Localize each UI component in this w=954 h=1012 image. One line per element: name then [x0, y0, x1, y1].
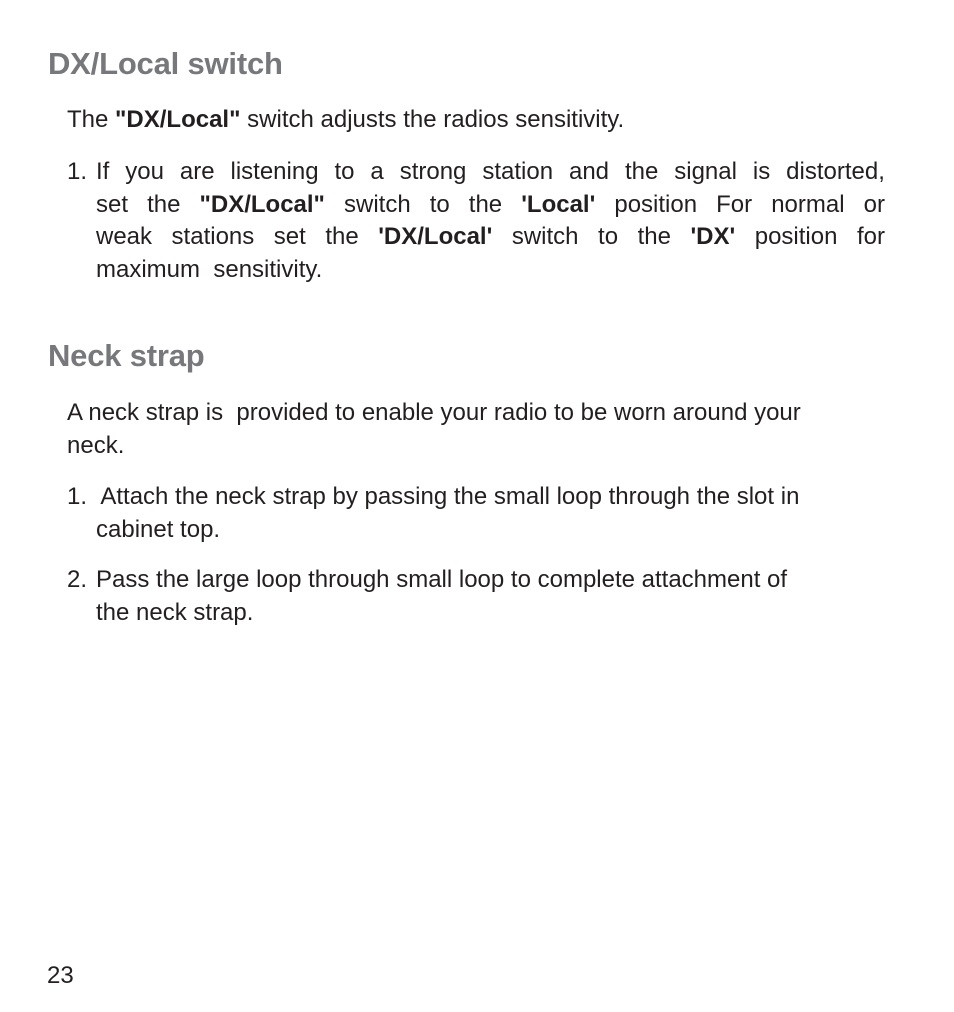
item-line-2: cabinet top.	[96, 515, 221, 543]
word: the	[624, 158, 659, 185]
intro-text-end: switch adjusts the radios sensitivity.	[240, 106, 625, 133]
list-item-body	[96, 564, 885, 629]
item-line-2	[96, 189, 885, 222]
word: signal	[674, 158, 737, 185]
section-heading-neck-strap: Neck strap	[48, 338, 205, 373]
word: station	[482, 158, 554, 185]
word: or	[863, 190, 885, 218]
word: normal	[771, 190, 845, 218]
list-item-number: 2.	[67, 566, 88, 593]
word: For	[716, 190, 753, 218]
neck-strap-intro-paragraph	[67, 397, 885, 462]
word: position	[754, 223, 838, 250]
word: for	[856, 223, 885, 250]
word: the	[468, 190, 503, 218]
item-line-1	[96, 156, 885, 189]
bold-term: 'DX'	[690, 223, 736, 250]
section-heading-dx-local-switch: DX/Local switch	[48, 46, 283, 81]
word: are	[179, 158, 215, 185]
word: set	[273, 223, 306, 250]
list-item-number: 1.	[67, 483, 88, 510]
word: strong	[399, 158, 467, 185]
word: to	[429, 190, 450, 218]
dx-local-intro-paragraph	[67, 104, 624, 137]
page-number: 23	[47, 962, 74, 989]
list-item-body	[96, 156, 885, 286]
bold-term: 'Local'	[521, 190, 596, 218]
intro-line-2: neck.	[67, 431, 125, 459]
intro-bold-term: "DX/Local"	[115, 106, 241, 133]
word: the	[637, 223, 671, 250]
intro-text-start: The	[67, 106, 116, 133]
word: stations	[171, 223, 255, 250]
item-line-1: Pass the large loop through small loop to complete attachment of	[96, 566, 788, 593]
word: position	[614, 190, 698, 218]
list-item-number: 1.	[67, 158, 88, 185]
bold-term: 'DX/Local'	[378, 223, 493, 250]
word: to	[334, 158, 355, 185]
list-item-body	[95, 481, 884, 546]
word: is	[752, 158, 771, 185]
item-line-1: Attach the neck strap by passing the small loop through the slot in	[95, 483, 800, 510]
word: switch	[511, 223, 579, 250]
word: listening	[230, 158, 319, 185]
item-line-2: the neck strap.	[96, 598, 254, 626]
word: you	[125, 158, 164, 185]
word: distorted,	[786, 158, 885, 185]
word: set	[96, 190, 129, 218]
item-line-4: maximum sensitivity.	[96, 255, 323, 283]
word: weak	[96, 223, 153, 250]
word: the	[147, 190, 181, 218]
word: the	[325, 223, 359, 250]
bold-term: "DX/Local"	[199, 190, 325, 218]
word: If	[96, 158, 110, 185]
word: switch	[343, 190, 411, 218]
word: to	[598, 223, 619, 250]
intro-line-1: A neck strap is provided to enable your radio to be worn around your	[67, 399, 801, 426]
word: and	[568, 158, 610, 185]
word: a	[370, 158, 384, 185]
item-line-3	[96, 221, 885, 254]
